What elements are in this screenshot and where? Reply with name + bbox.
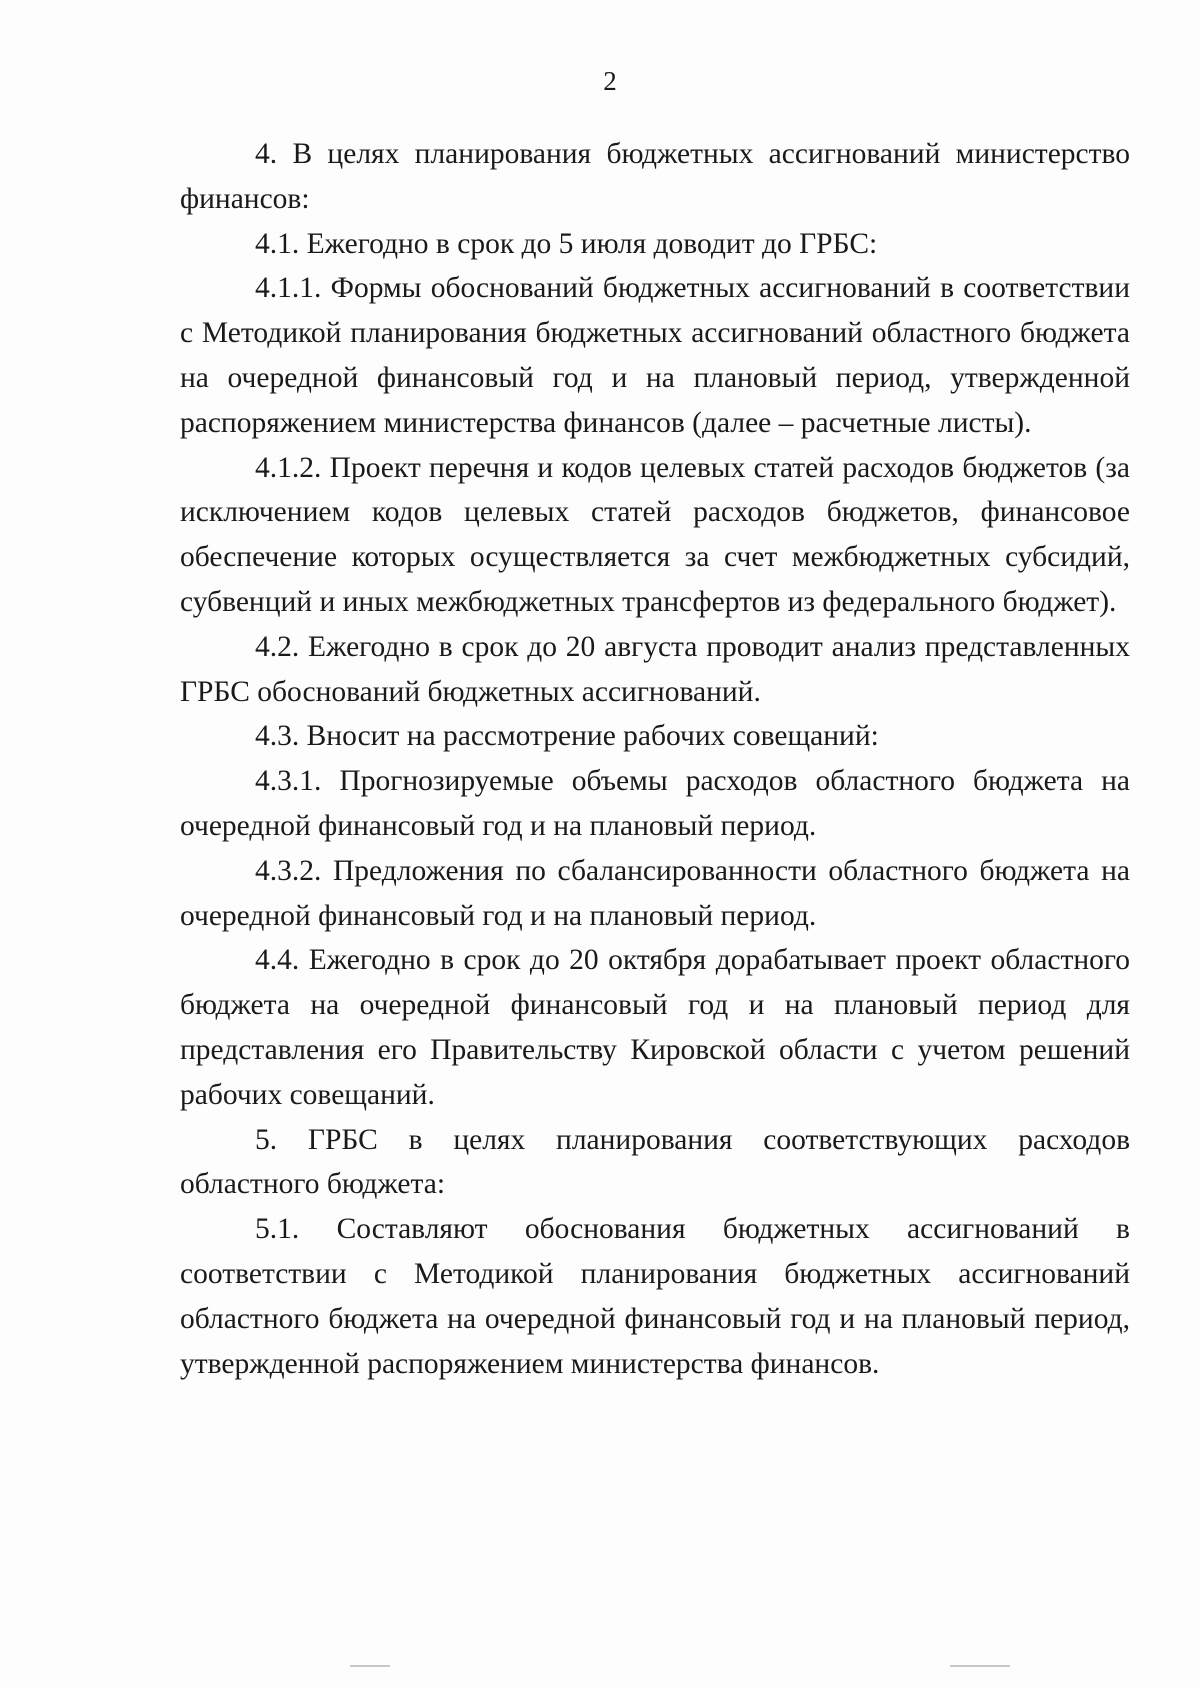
paragraph-4-3: 4.3. Вносит на рассмотрение рабочих совещаний: [255,720,879,753]
paragraph-5: 5. ГРБС в целях планирования соответствующих расходов областного бюджета: [180,1123,1130,1201]
scan-artifact [950,1665,1010,1667]
paragraph-4-3-1: 4.3.1. Прогнозируемые объемы расходов областного бюджета на очередной финансовый год и на плановый период. [180,765,1130,842]
document-body [180,132,1130,1386]
paragraph-4-4: 4.4. Ежегодно в срок до 20 октября дорабатывает проект областного бюджета на очередной финансовый год и на плановый период для представления его Правительству Кировской области с учетом решений рабочих совещаний. [180,944,1130,1111]
page-number: 2 [603,66,617,96]
scan-artifact [350,1665,390,1667]
paragraph-4-1-2: 4.1.2. Проект перечня и кодов целевых статей расходов бюджетов (за исключением кодов целевых статей расходов бюджетов, финансовое обеспечение которых осуществляется за счет межбюджетных субсидий, субвенций и иных межбюджетных трансфертов из федерального бюджет). [180,451,1130,618]
paragraph-4-1: 4.1. Ежегодно в срок до 5 июля доводит до ГРБС: [255,227,878,260]
paragraph-4-3-2: 4.3.2. Предложения по сбалансированности областного бюджета на очередной финансовый год и на плановый период. [180,854,1130,932]
paragraph-4-1-1: 4.1.1. Формы обоснований бюджетных ассигнований в соответствии с Методикой планирования бюджетных ассигнований областного бюджета на очередной финансовый год и на плановый период, утвержденной распоряжением министерства финансов (далее – расчетные листы). [180,272,1130,439]
paragraph-5-1: 5.1. Составляют обоснования бюджетных ассигнований в соответствии с Методикой планирования бюджетных ассигнований областного бюджета на очередной финансовый год и на плановый период, утвержденной распоряжением министерства финансов. [180,1213,1130,1380]
paragraph-4-2: 4.2. Ежегодно в срок до 20 августа проводит анализ представленных ГРБС обоснований бюджетных ассигнований. [180,630,1130,708]
paragraph-4: 4. В целях планирования бюджетных ассигнований министерство финансов: [180,138,1130,215]
